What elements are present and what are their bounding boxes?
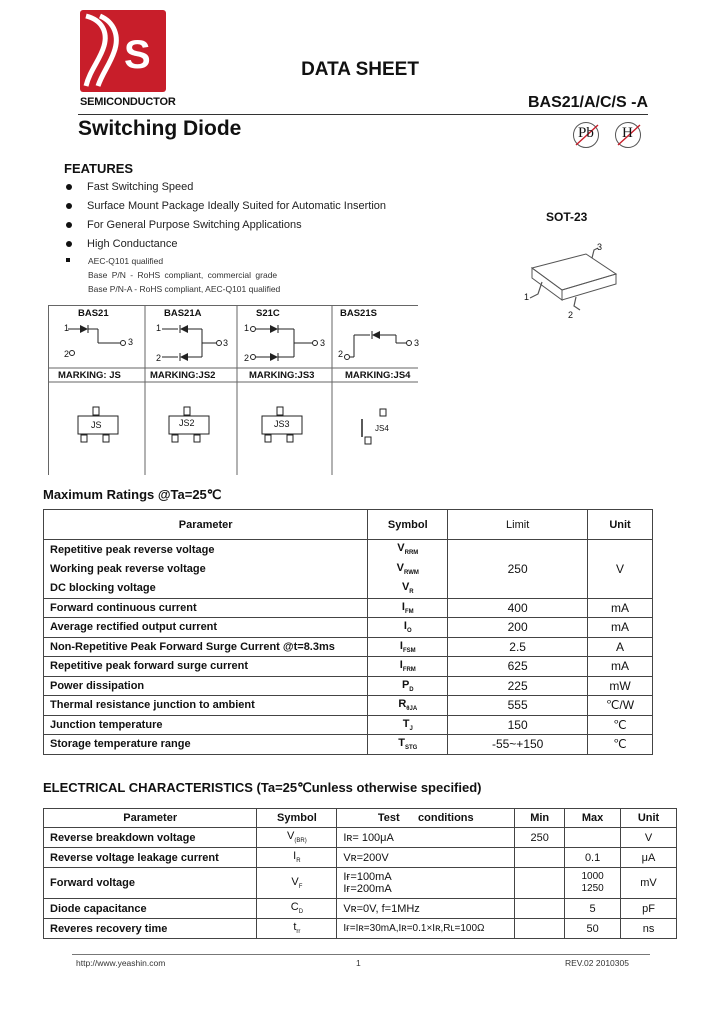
table-row: Forward continuous current $I_{FM}$ 400 mA xyxy=(44,598,653,618)
note-base: Base P/N - RoHS compliant, commercial grade xyxy=(88,270,278,280)
table-row: Reverse voltage leakage current $I_R$ Vʀ=200V 0.1 μA xyxy=(44,848,677,868)
variant-name: BAS21A xyxy=(164,308,202,319)
pin3-label: 3 xyxy=(597,242,603,252)
note-bullet-icon xyxy=(66,258,70,262)
table-row: Diode capacitance $C_D$ Vʀ=0V, f=1MHz 5 pF xyxy=(44,899,677,919)
pin1-label: 1 xyxy=(524,292,530,302)
svg-text:S: S xyxy=(124,33,151,77)
max-ratings-heading: Maximum Ratings @Ta=25℃ xyxy=(43,487,222,502)
package-drawing xyxy=(512,240,632,320)
variant-marking: MARKING:JS3 xyxy=(249,370,315,381)
table-row: Thermal resistance junction to ambient $R_{\theta JA}$ 555 ℃/W xyxy=(44,696,653,716)
column-header: Unit xyxy=(588,510,653,540)
marking-package-icon xyxy=(74,405,130,451)
table-row: Reveres recovery time $t_{rr}$ Iғ=Iʀ=30mA,Iʀ=0.1×Iʀ,Rʟ=100Ω 50 ns xyxy=(44,919,677,939)
header-rule xyxy=(78,114,648,115)
doc-title: DATA SHEET xyxy=(301,59,419,80)
footer-rule xyxy=(72,954,650,955)
variants-table: BAS21 MARKING: JS 1 2 3 BAS21A MARKING:JS2 1 2 3 S21C MARKING:JS3 1 2 3 BAS21S MARKING:JS4 2 3 JS JS2 JS3 JS4 xyxy=(48,305,418,475)
table-row: Storage temperature range $T_{STG}$ -55~+150 ℃ xyxy=(44,735,653,755)
electrical-table xyxy=(43,808,677,939)
bas21a-schematic-icon xyxy=(162,321,222,361)
table-row: Power dissipation $P_D$ 225 mW xyxy=(44,676,653,696)
table-row: Non-Repetitive Peak Forward Surge Current @t=8.3ms $I_{FSM}$ 2.5 A xyxy=(44,637,653,657)
marking-code: JS2 xyxy=(179,418,195,428)
bas21c-schematic-icon xyxy=(250,321,320,361)
part-number: BAS21/A/C/S -A xyxy=(527,94,648,111)
bas21-schematic-icon xyxy=(68,323,128,357)
package-name: SOT-23 xyxy=(546,210,588,224)
feature-item: Fast Switching Speed xyxy=(66,181,193,193)
footer-url[interactable]: http://www.yeashin.com xyxy=(76,958,166,968)
h-label: H xyxy=(622,125,633,141)
page-number: 1 xyxy=(356,958,361,968)
marking-package-icon xyxy=(165,405,221,451)
table-row: Working peak reverse voltage $V_{RWM}$ xyxy=(44,559,653,579)
variant-marking: MARKING:JS2 xyxy=(150,370,216,381)
max-ratings-table xyxy=(43,509,653,755)
company-name: SEMICONDUCTOR xyxy=(80,96,176,108)
table-row: Forward voltage $V_F$ Iғ=100mA Iғ=200mA 1000 1250 mV xyxy=(44,868,677,899)
table-row: Repetitive peak forward surge current $I_{FRM}$ 625 mA xyxy=(44,657,653,677)
feature-item: For General Purpose Switching Applications xyxy=(66,219,302,231)
marking-code: JS4 xyxy=(375,424,389,433)
column-header: Symbol xyxy=(257,809,337,828)
pin2-label: 2 xyxy=(568,310,574,320)
column-header: Unit xyxy=(621,809,677,828)
features-heading: FEATURES xyxy=(64,161,134,176)
table-row: Reverse breakdown voltage $V_{(BR)}$ Iʀ= 100μA 250 V xyxy=(44,828,677,848)
column-header: Parameter xyxy=(44,510,368,540)
lead-free-badge xyxy=(569,120,603,150)
column-header: Limit xyxy=(448,510,588,540)
variant-marking: MARKING:JS4 xyxy=(345,370,411,381)
feature-item: Surface Mount Package Ideally Suited for Automatic Insertion xyxy=(66,200,386,212)
column-header: Max xyxy=(565,809,621,828)
table-row: Average rectified output current $I_O$ 200 mA xyxy=(44,618,653,638)
pb-label: Pb xyxy=(578,125,594,141)
table-row: Repetitive peak reverse voltage $V_{RRM}$ 250 V xyxy=(44,540,653,560)
column-header: Min xyxy=(515,809,565,828)
doc-subtitle: Switching Diode xyxy=(78,117,242,140)
note-base-a: Base P/N-A - RoHS compliant, AEC-Q101 qualified xyxy=(88,284,281,294)
table-row: DC blocking voltage $V_R$ xyxy=(44,579,653,599)
table-row: Junction temperature $T_J$ 150 ℃ xyxy=(44,715,653,735)
variant-name: BAS21 xyxy=(78,308,109,319)
column-header: Parameter xyxy=(44,809,257,828)
column-header: Test conditions xyxy=(337,809,515,828)
revision: REV.02 2010305 xyxy=(565,958,629,968)
halogen-free-badge xyxy=(611,120,645,150)
feature-item: High Conductance xyxy=(66,238,178,250)
variant-marking: MARKING: JS xyxy=(58,370,121,381)
bas21s-schematic-icon xyxy=(344,323,414,363)
variant-name: S21C xyxy=(256,308,280,319)
sot23-package-icon xyxy=(512,240,632,320)
electrical-heading: ELECTRICAL CHARACTERISTICS (Ta=25℃unless otherwise specified) xyxy=(43,780,482,795)
note-aec: AEC-Q101 qualified xyxy=(88,256,164,266)
column-header: Symbol xyxy=(368,510,448,540)
marking-code: JS xyxy=(91,420,102,430)
variant-name: BAS21S xyxy=(340,308,377,319)
marking-code: JS3 xyxy=(274,419,290,429)
